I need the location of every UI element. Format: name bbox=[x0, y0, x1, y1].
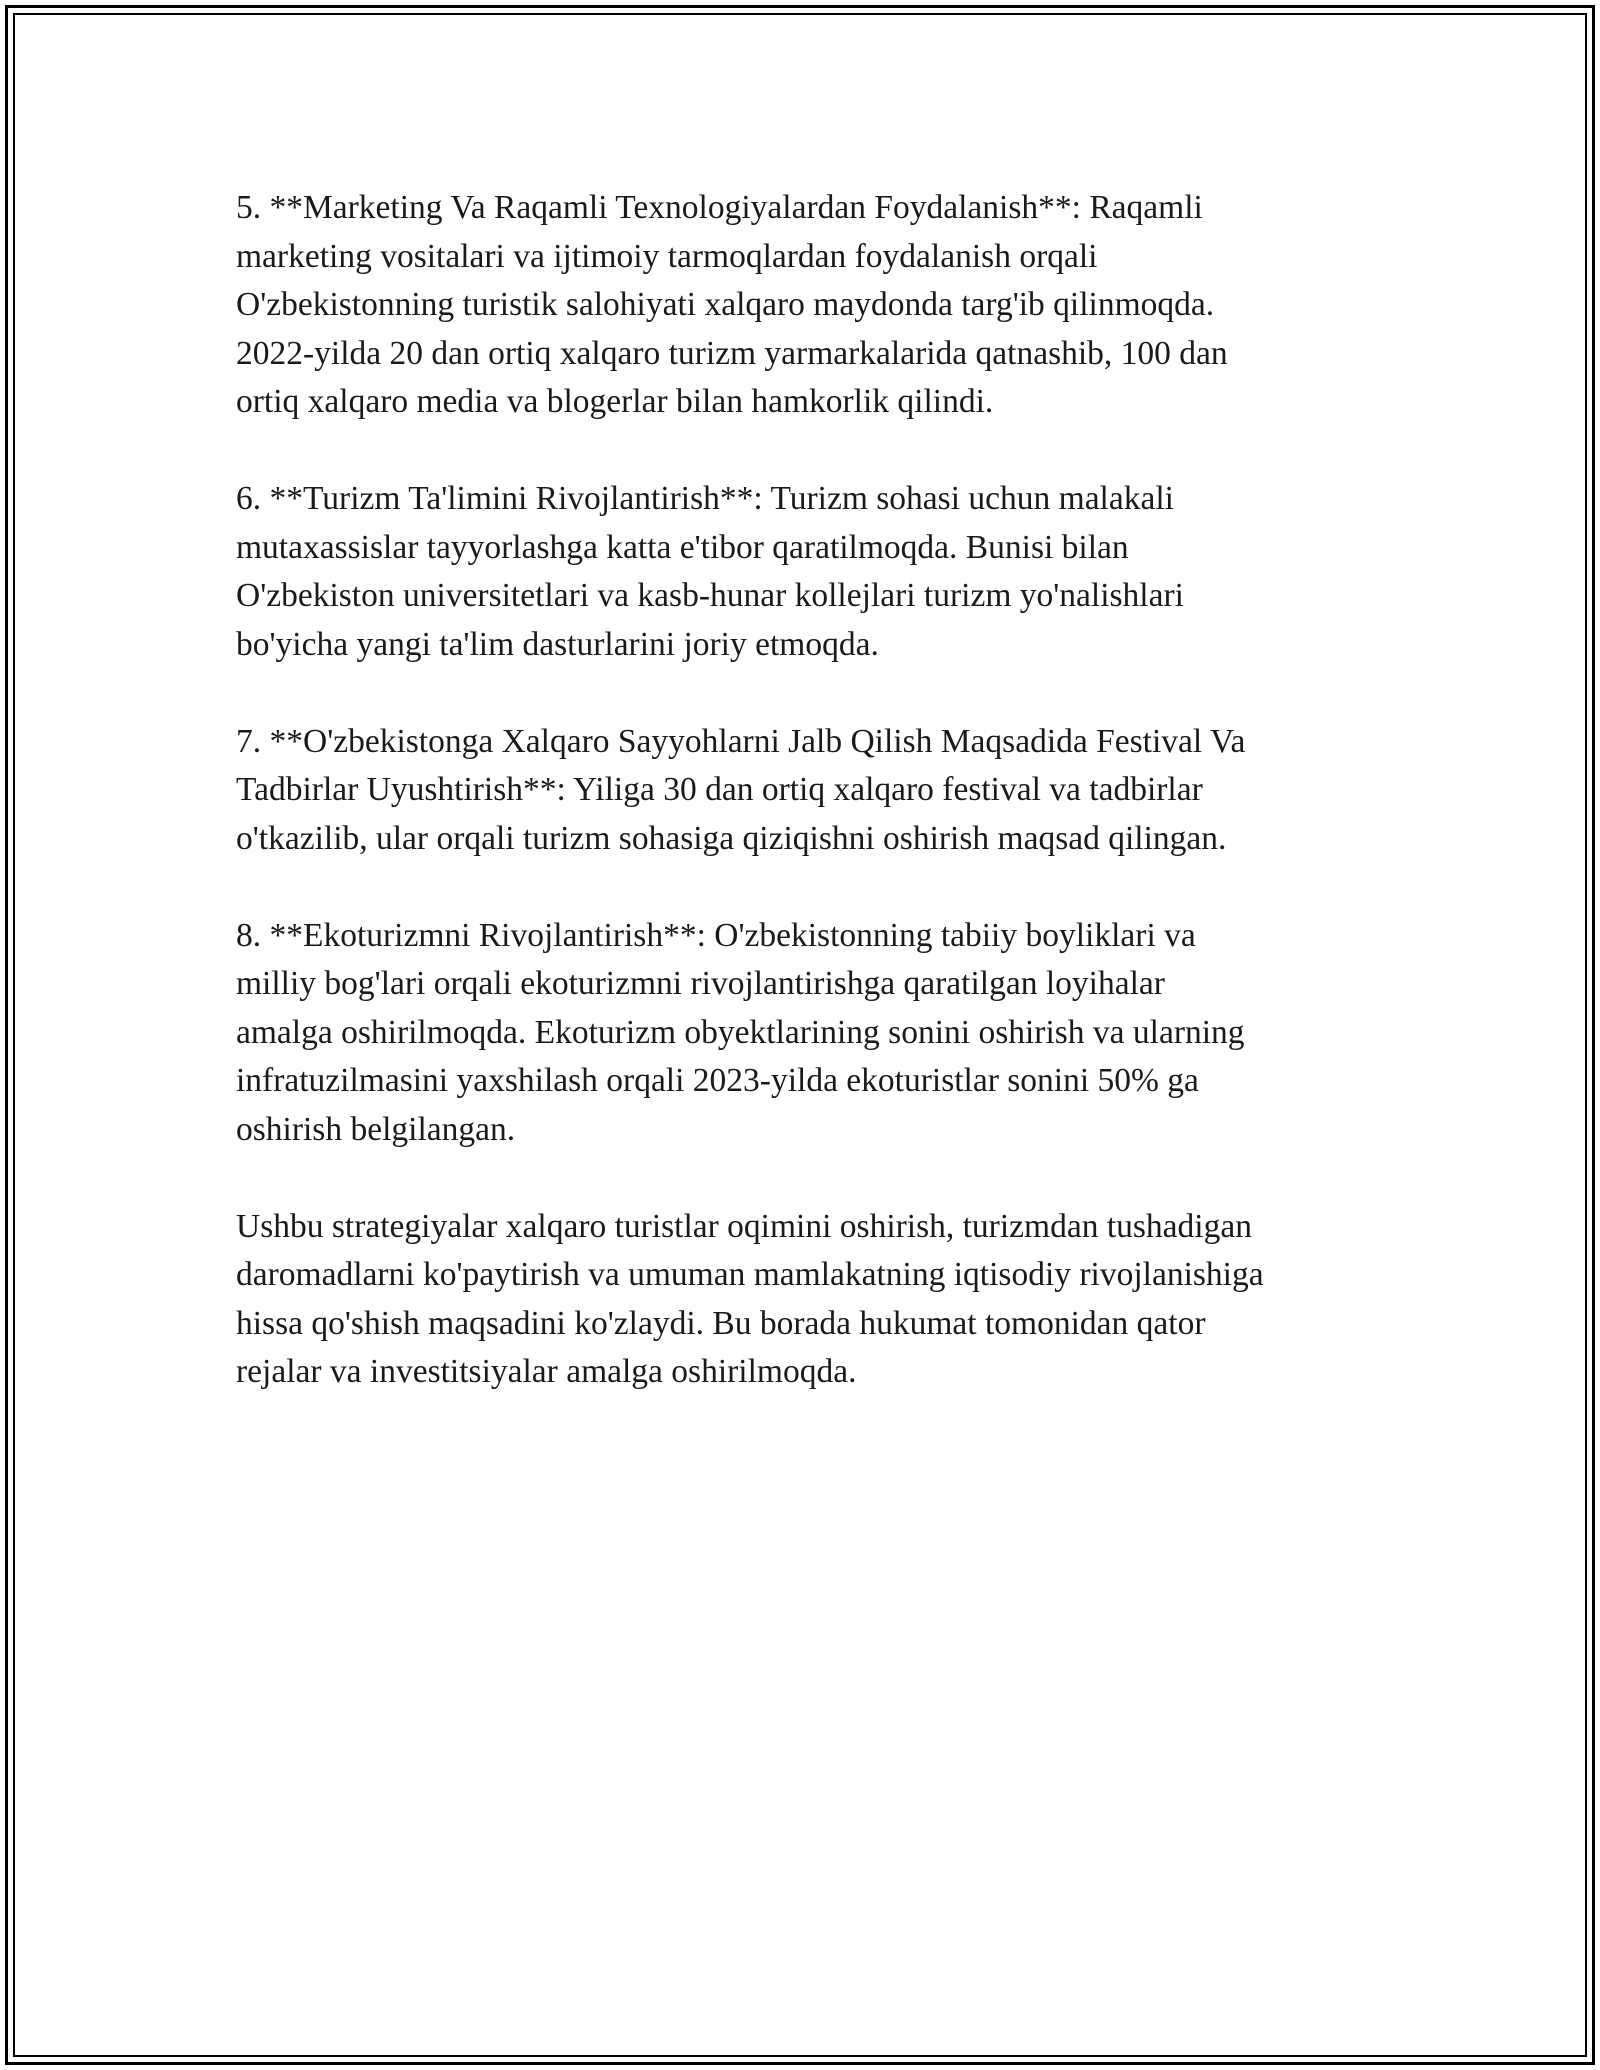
paragraph-ecotourism bbox=[236, 912, 1426, 1155]
text-line: mutaxassislar tayyorlashga katta e'tibor qaratilmoqda. Bunisi bilan bbox=[236, 528, 1129, 566]
text-line: rejalar va investitsiyalar amalga oshirilmoqda. bbox=[236, 1353, 857, 1390]
text-line: 5. **Marketing Va Raqamli Texnologiyalardan Foydalanish**: Raqamli bbox=[236, 189, 1203, 226]
text-line: O'zbekiston universitetlari va kasb-hunar kollejlari turizm yo'nalishlari bbox=[236, 577, 1184, 614]
text-line: o'tkazilib, ular orqali turizm sohasiga qiziqishni oshirish maqsad qilingan. bbox=[236, 819, 1227, 857]
text-line: O'zbekistonning turistik salohiyati xalqaro maydonda targ'ib qilinmoqda. bbox=[236, 286, 1215, 323]
paragraph-festivals bbox=[236, 718, 1426, 864]
text-line: oshirish belgilangan. bbox=[236, 1110, 516, 1148]
text-line: 2022-yilda 20 dan ortiq xalqaro turizm yarmarkalarida qatnashib, 100 dan bbox=[236, 334, 1228, 372]
text-line: milliy bog'lari orqali ekoturizmni rivojlantirishga qaratilgan loyihalar bbox=[236, 965, 1165, 1002]
text-line: hissa qo'shish maqsadini ko'zlaydi. Bu borada hukumat tomonidan qator bbox=[236, 1304, 1206, 1342]
text-line: bo'yicha yangi ta'lim dasturlarini joriy etmoqda. bbox=[236, 625, 879, 663]
text-line: amalga oshirilmoqda. Ekoturizm obyektlarining sonini oshirish va ularning bbox=[236, 1013, 1245, 1051]
text-line: daromadlarni ko'paytirish va umuman mamlakatning iqtisodiy rivojlanishiga bbox=[236, 1256, 1264, 1293]
text-line: 6. **Turizm Ta'limini Rivojlantirish**: Turizm sohasi uchun malakali bbox=[236, 480, 1174, 517]
text-line: Tadbirlar Uyushtirish**: Yiliga 30 dan ortiq xalqaro festival va tadbirlar bbox=[236, 771, 1203, 808]
document-body bbox=[236, 184, 1426, 1445]
paragraph-education bbox=[236, 475, 1426, 669]
text-line: 8. **Ekoturizmni Rivojlantirish**: O'zbekistonning tabiiy boyliklari va bbox=[236, 916, 1196, 954]
paragraph-marketing bbox=[236, 184, 1426, 427]
text-line: infratuzilmasini yaxshilash orqali 2023-yilda ekoturistlar sonini 50% ga bbox=[236, 1062, 1199, 1099]
text-line: ortiq xalqaro media va blogerlar bilan hamkorlik qilindi. bbox=[236, 383, 994, 420]
text-line: 7. **O'zbekistonga Xalqaro Sayyohlarni Jalb Qilish Maqsadida Festival Va bbox=[236, 722, 1246, 760]
text-line: marketing vositalari va ijtimoiy tarmoqlardan foydalanish orqali bbox=[236, 237, 1098, 275]
paragraph-conclusion bbox=[236, 1203, 1426, 1397]
text-line: Ushbu strategiyalar xalqaro turistlar oqimini oshirish, turizmdan tushadigan bbox=[236, 1207, 1252, 1245]
